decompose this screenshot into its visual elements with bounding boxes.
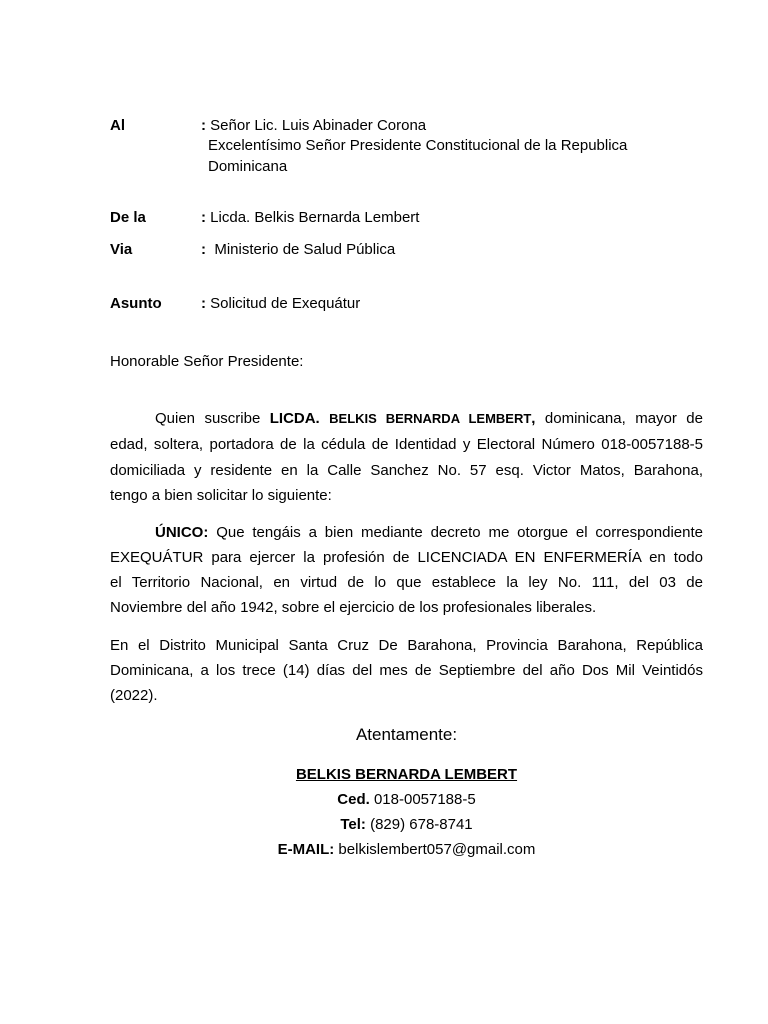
to-line-1 [201,116,426,136]
subject-value: Solicitud de Exequátur [210,295,361,312]
p1-name: BELKIS BERNARDA LEMBERT [329,411,532,426]
p1-line1-rest: dominicana, mayor de [544,410,703,427]
via-label: Via [110,241,133,258]
p3-line-2: Dominicana, a los trece (14) días del mes de Septiembre del año Dos Mil Veintidós [110,662,703,679]
subject-label: Asunto [110,295,162,312]
via-colon: : [201,241,206,258]
p2-line-1 [110,523,703,543]
to-line-3: Dominicana [208,158,288,175]
p1-line-4: tengo a bien solicitar lo siguiente: [110,487,332,504]
to-label: Al [110,117,125,134]
p1-line-2: edad, soltera, portadora de la cédula de Identidad y Electoral Número 018-0057188-5 [110,436,703,453]
subject-line [201,294,360,314]
subject-colon: : [201,295,206,312]
p1-line-1 [110,409,703,429]
p2-line-4: Noviembre del año 1942, sobre el ejercicio de los profesionales liberales. [110,599,597,616]
p3-line-3: (2022). [110,687,158,704]
salutation: Honorable Señor Presidente: [110,353,304,370]
p1-title: LICDA. [269,410,320,427]
to-colon: : [201,117,206,134]
via-line [201,240,395,260]
signer-phone-line [110,815,703,835]
p1-line-3: domiciliada y residente en la Calle Sanchez No. 57 esq. Victor Matos, Barahona, [110,462,703,479]
p2-label: ÚNICO: [155,524,209,541]
signer-id-line [110,790,703,810]
p1-comma: , [531,410,536,427]
via-value: Ministerio de Salud Pública [214,241,396,258]
email-label: E-MAIL: [277,841,335,858]
phone-label: Tel: [340,816,366,833]
phone-value: (829) 678-8741 [370,816,473,833]
p3-line-1: En el Distrito Municipal Santa Cruz De Barahona, Provincia Barahona, República [110,637,703,654]
signer-name: BELKIS BERNARDA LEMBERT [295,766,518,783]
closing: Atentamente: [355,725,458,744]
from-line [201,208,419,228]
p2-line-2: EXEQUÁTUR para ejercer la profesión de LICENCIADA EN ENFERMERÍA en todo [110,549,703,566]
p1-intro: Quien suscribe [155,410,261,427]
signer-email-line [110,840,703,860]
from-name: Licda. Belkis Bernarda Lembert [210,209,420,226]
id-value: 018-0057188-5 [373,791,476,808]
email-value: belkislembert057@gmail.com [338,841,536,858]
p2-line-3: el Territorio Nacional, en virtud de lo que establece la ley No. 111, del 03 de [110,574,703,591]
to-line-2: Excelentísimo Señor Presidente Constitucional de la Republica [208,137,628,154]
p2-line1-rest: Que tengáis a bien mediante decreto me otorgue el correspondiente [216,524,703,541]
from-colon: : [201,209,206,226]
from-label: De la [110,209,146,226]
id-label: Ced. [337,791,370,808]
to-name: Señor Lic. Luis Abinader Corona [210,117,427,134]
